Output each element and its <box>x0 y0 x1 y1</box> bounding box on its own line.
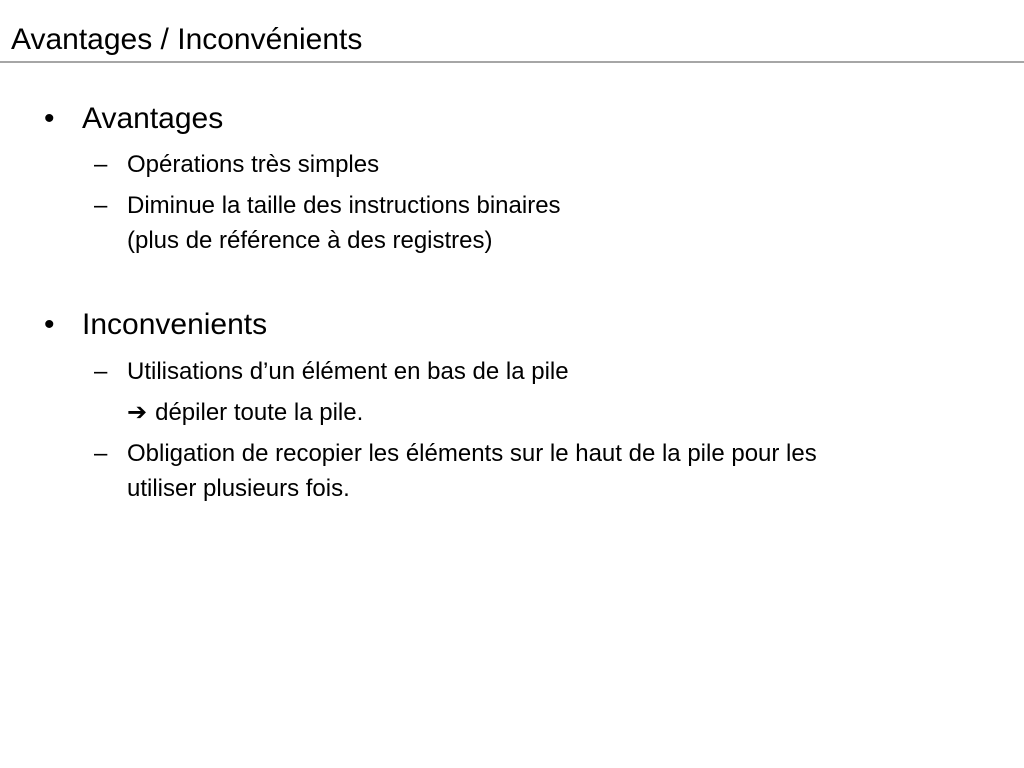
bullet-icon: • <box>44 102 55 135</box>
advantage-text: Opérations très simples <box>127 151 380 178</box>
slide-title: Avantages / Inconvénients <box>11 23 363 56</box>
right-arrow-icon: ➔ <box>127 399 148 426</box>
advantages-heading: Avantages <box>82 102 224 135</box>
arrow-note-text: dépiler toute la pile. <box>155 399 364 426</box>
title-divider <box>0 61 1024 63</box>
disadvantages-heading: Inconvenients <box>82 308 268 341</box>
arrow-note <box>127 396 363 429</box>
dash-icon: – <box>94 151 108 178</box>
disadvantage-text: Obligation de recopier les éléments sur le haut de la pile pour les <box>127 440 817 467</box>
advantage-text: Diminue la taille des instructions binaires <box>127 192 561 219</box>
disadvantage-text: Utilisations d’un élément en bas de la pile <box>127 358 569 385</box>
bullet-icon: • <box>44 308 55 341</box>
dash-icon: – <box>94 358 108 385</box>
disadvantage-continuation: utiliser plusieurs fois. <box>127 475 350 502</box>
advantage-continuation: (plus de référence à des registres) <box>127 227 493 254</box>
dash-icon: – <box>94 192 108 219</box>
dash-icon: – <box>94 440 108 467</box>
